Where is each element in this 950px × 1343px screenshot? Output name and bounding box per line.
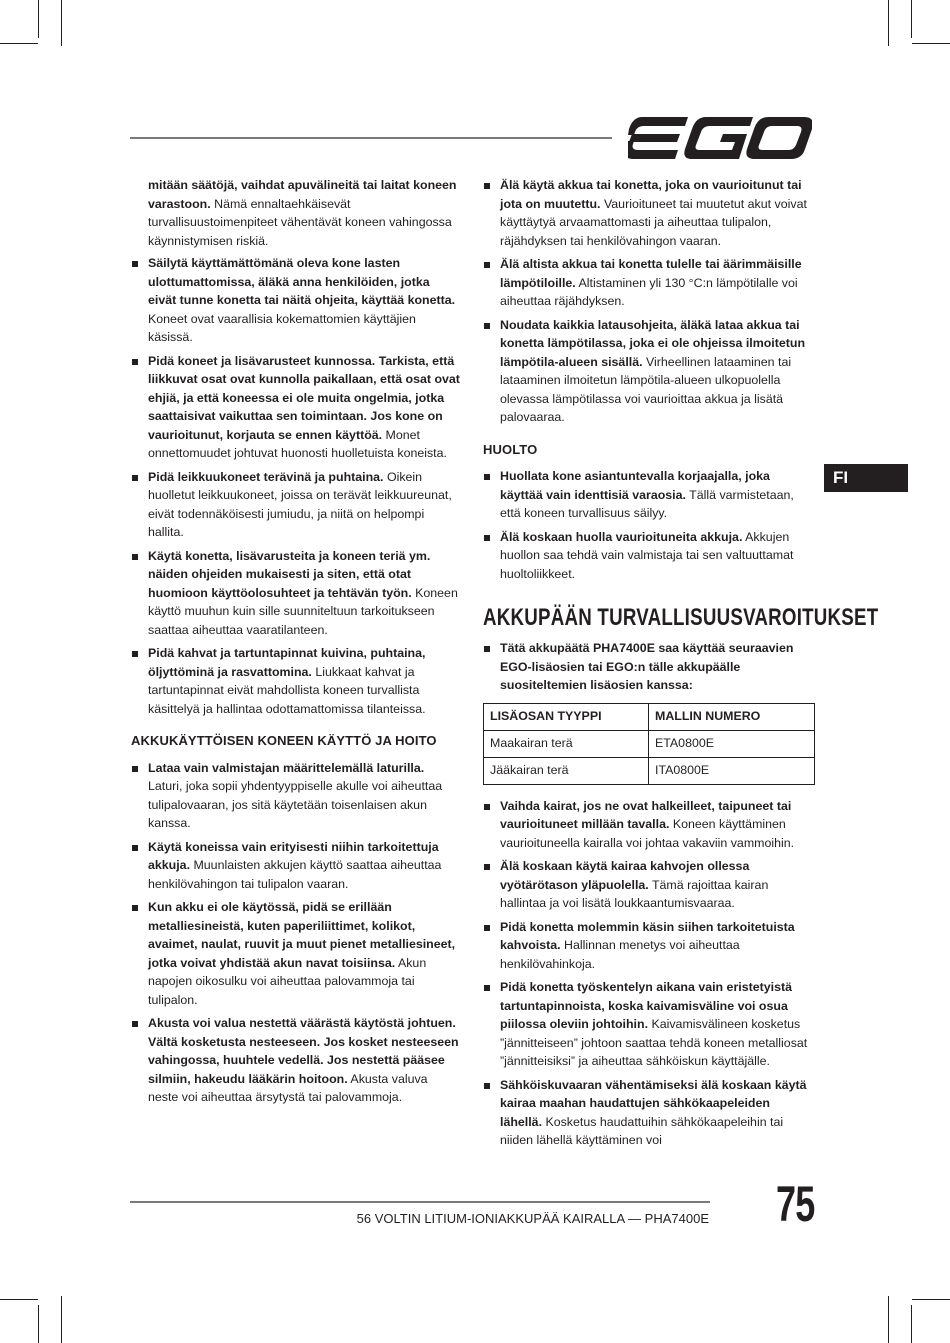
body-text: Akkujen huollon saa tehdä vain valmistaja tai sen valtuuttamat huoltoliikkeet. [500, 529, 794, 581]
footer-rule [130, 1201, 710, 1203]
list-item [483, 978, 815, 1071]
section-subheading: HUOLTO [483, 441, 538, 457]
body-text: Muunlaisten akkujen käyttö saattaa aiheuttaa henkilövahingon tai tulipalon vaaran. [148, 858, 442, 891]
list-item [131, 1014, 461, 1107]
bold-text: Pidä leikkuukoneet terävinä ja puhtaina. [148, 469, 384, 484]
bold-text: Säilytä käyttämättömänä oleva kone lasten ulottumattomissa, äläkä anna henkilöiden, jotka eivät tunne konetta tai näitä ohjeita, käyttää konetta. [148, 256, 456, 307]
table-cell: ITA0800E [649, 757, 815, 784]
table-cell: Maakairan terä [484, 730, 649, 757]
intro-paragraph [148, 176, 461, 250]
body-text: Liukkaat kahvat ja tartuntapinnat eivät mahdollista koneen turvallista käsittelyä ja hallintaa odottamattomissa tilanteissa. [148, 664, 426, 716]
list-item [483, 918, 815, 974]
bold-text: Kun akku ei ole käytössä, pidä se erillään metalliesineistä, kuten paperiliittimet, kolikot, avaimet, naulat, ruuvit ja muut pienet metalliesineet, jotka voivat yhdistää akun navat toisiinsa. [148, 900, 456, 970]
list-item [483, 528, 815, 584]
crop-mark [38, 0, 39, 38]
bold-text: Sähköiskuvaaran vähentämiseksi älä koskaan käytä kairaa maahan haudattujen sähkökaapeleiden lähellä. [500, 1077, 807, 1129]
table-header-cell: MALLIN NUMERO [649, 703, 815, 730]
body-text: Nämä ennaltaehkäisevät turvallisuustoimenpiteet vähentävät koneen vahingossa käynnistymisen riskiä. [148, 196, 452, 248]
bold-text: Noudata kaikkia latausohjeita, äläkä lataa akkua tai konetta lämpötilassa, joka ei ole ohjeissa ilmoitetun lämpötila-alueen sisällä. [500, 317, 806, 369]
bold-text: Pidä koneet ja lisävarusteet kunnossa. Tarkista, että liikkuvat osat ovat kunnolla paikallaan, että osat ovat ehjiä, ja että koneessa ei ole muita ongelmia, jotka saattaisivat vaikuttaa sen toimintaan. Jos kone on vaurioitunut, korjauta se ennen käyttöä. [148, 353, 460, 442]
bold-text: Pidä konetta molemmin käsin siihen tarkoitetuista kahvoista. [500, 919, 795, 952]
body-text: Kosketus haudattuihin sähkökaapeleihin tai niiden lähellä käyttäminen voi [500, 1114, 784, 1147]
bold-text: Vaihda kairat, jos ne ovat halkeilleet, taipuneet tai vaurioituneet millään tavalla. [500, 798, 792, 831]
list-item [131, 759, 461, 833]
crop-mark [911, 0, 912, 38]
body-text: Tällä varmistetaan, että koneen turvallisuus säilyy. [500, 487, 794, 520]
table-row [484, 757, 815, 784]
list-item [131, 644, 461, 718]
body-text: Akusta valuva neste voi aiheuttaa ärsytystä tai palovammoja. [148, 1071, 428, 1104]
body-text: Oikein huolletut leikkuukoneet, joissa on terävät leikkuureunat, eivät todennäköisesti jumiudu, ja niitä on helpompi hallita. [148, 469, 452, 539]
body-text: Altistaminen yli 130 °C:n lämpötilalle voi aiheuttaa räjähdyksen. [500, 275, 798, 308]
bold-text: Älä altista akkua tai konetta tulelle tai äärimmäisille lämpötiloille. [500, 257, 802, 290]
body-text: Koneet ovat vaarallisia kokemattomien käyttäjien käsissä. [148, 311, 416, 344]
list-item [131, 468, 461, 542]
table-header-cell: LISÄOSAN TYYPPI [484, 703, 649, 730]
body-text: Monet onnettomuudet johtuvat huonosti huolletuista koneista. [148, 427, 447, 460]
footer-text: 56 VOLTIN LITIUM-IONIAKKUPÄÄ KAIRALLA — PHA7400E [356, 1211, 709, 1226]
list-item [483, 467, 815, 523]
crop-mark [912, 1299, 950, 1300]
table-row [484, 730, 815, 757]
bold-text: Älä käytä akkua tai konetta, joka on vaurioitunut tai jota on muutettu. [500, 178, 802, 211]
crop-mark [0, 43, 38, 44]
ego-logo [628, 117, 812, 159]
table-cell: ETA0800E [649, 730, 815, 757]
page-number: 75 [776, 1176, 815, 1232]
table-header-row [484, 703, 815, 730]
list-item [131, 898, 461, 1009]
bold-text: Pidä konetta työskentelyn aikana vain eristetyistä tartuntapinnoista, koska kaivamisväline voi osua piilossa oleviin johtoihin. [500, 980, 792, 1031]
list-item [483, 797, 815, 853]
crop-mark [38, 1305, 39, 1343]
crop-mark [0, 1299, 38, 1300]
bold-text: mitään säätöjä, vaihdat apuvälineitä tai laitat koneen varastoon. [148, 178, 457, 211]
list-item [483, 639, 815, 695]
bold-text: Akusta voi valua nestettä väärästä käytöstä johtuen. Vältä kosketusta nesteeseen. Jos kosket nesteeseen vahingossa, huuhtele vedellä. Jos nestettä pääsee silmiin, hakeudu lääkärin hoitoon. [148, 1016, 459, 1086]
bold-text: Pidä kahvat ja tartuntapinnat kuivina, puhtaina, öljyttöminä ja rasvattomina. [148, 646, 426, 679]
list-item [131, 547, 461, 640]
body-text: Tämä rajoittaa kairan hallintaa ja voi lisätä loukkaantumisvaaraa. [500, 877, 769, 910]
bold-text: Tätä akkupäätä PHA7400E saa käyttää seuraavien EGO-lisäosien tai EGO:n tälle akkupäälle suositeltemien lisäosien kanssa: [500, 641, 794, 692]
body-text: Hallinnan menetys voi aiheuttaa henkilövahinkoja. [500, 938, 740, 971]
left-column [131, 176, 461, 1112]
list-item [131, 352, 461, 463]
list-item [131, 254, 461, 347]
list-item [483, 316, 815, 427]
body-text: Virheellinen lataaminen tai lataaminen ilmoitetun lämpötila-alueen ulkopuolella olevassa lämpötilassa voi vaurioittaa akkua ja lisätä palovaaraa. [500, 354, 792, 424]
language-tab: FI [824, 464, 908, 492]
body-text: Vaurioituneet tai muutetut akut voivat käyttäytyä arvaamattomasti ja aiheuttaa tulipalon, räjähdyksen tai henkilövahingon vaaran. [500, 196, 807, 248]
body-text: Koneen käyttö muuhun kuin sille suunniteltuun tarkoitukseen saattaa aiheuttaa vaaratilanteen. [148, 585, 458, 637]
crop-mark [888, 0, 889, 46]
body-text: Akun napojen oikosulku voi aiheuttaa palovammoja tai tulipalon. [148, 955, 427, 1007]
bold-text: Älä koskaan huolla vaurioituneita akkuja. [500, 529, 743, 544]
crop-mark [911, 1305, 912, 1343]
body-text: Laturi, joka sopii yhdentyyppiselle akulle voi aiheuttaa tulipalovaaran, jos sitä käytetään toisenlaisen akun kanssa. [148, 779, 443, 830]
list-item [483, 255, 815, 311]
bold-text: Älä koskaan käytä kairaa kahvojen ollessa vyötärötason yläpuolella. [500, 859, 750, 892]
section-subheading: AKKUKÄYTTÖISEN KONEEN KÄYTTÖ JA HOITO [131, 733, 437, 748]
table-cell: Jääkairan terä [484, 757, 649, 784]
bold-text: Lataa vain valmistajan määrittelemällä laturilla. [148, 760, 425, 775]
crop-mark [61, 0, 62, 46]
accessory-table [483, 703, 815, 785]
header-rule [130, 137, 612, 139]
bold-text: Käytä konetta, lisävarusteita ja koneen teriä ym. näiden ohjeiden mukaisesti ja siten, että otat huomioon käyttöolosuhteet ja tehtävän työn. [148, 548, 431, 600]
crop-mark [888, 1296, 889, 1343]
bold-text: Käytä koneissa vain erityisesti niihin tarkoitettuja akkuja. [148, 839, 439, 872]
crop-mark [61, 1296, 62, 1343]
crop-mark [912, 43, 950, 44]
section-heading: AKKUPÄÄN TURVALLISUUSVAROITUKSET [483, 604, 879, 631]
bold-text: Huollata kone asiantuntevalla korjaajalla, joka käyttää vain identtisiä varaosia. [500, 469, 770, 502]
list-item [131, 838, 461, 894]
body-text: Koneen käyttäminen vaurioituneella kairalla voi johtaa vakaviin vammoihin. [500, 817, 795, 850]
list-item [483, 176, 815, 250]
body-text: Kaivamisvälineen kosketus ”jännitteiseen” johtoon saattaa tehdä koneen metalliosat ”jännitteisiksi” ja aiheuttaa sähköiskun käyttäjälle. [500, 1017, 808, 1068]
list-item [483, 857, 815, 913]
list-item [483, 1076, 815, 1150]
